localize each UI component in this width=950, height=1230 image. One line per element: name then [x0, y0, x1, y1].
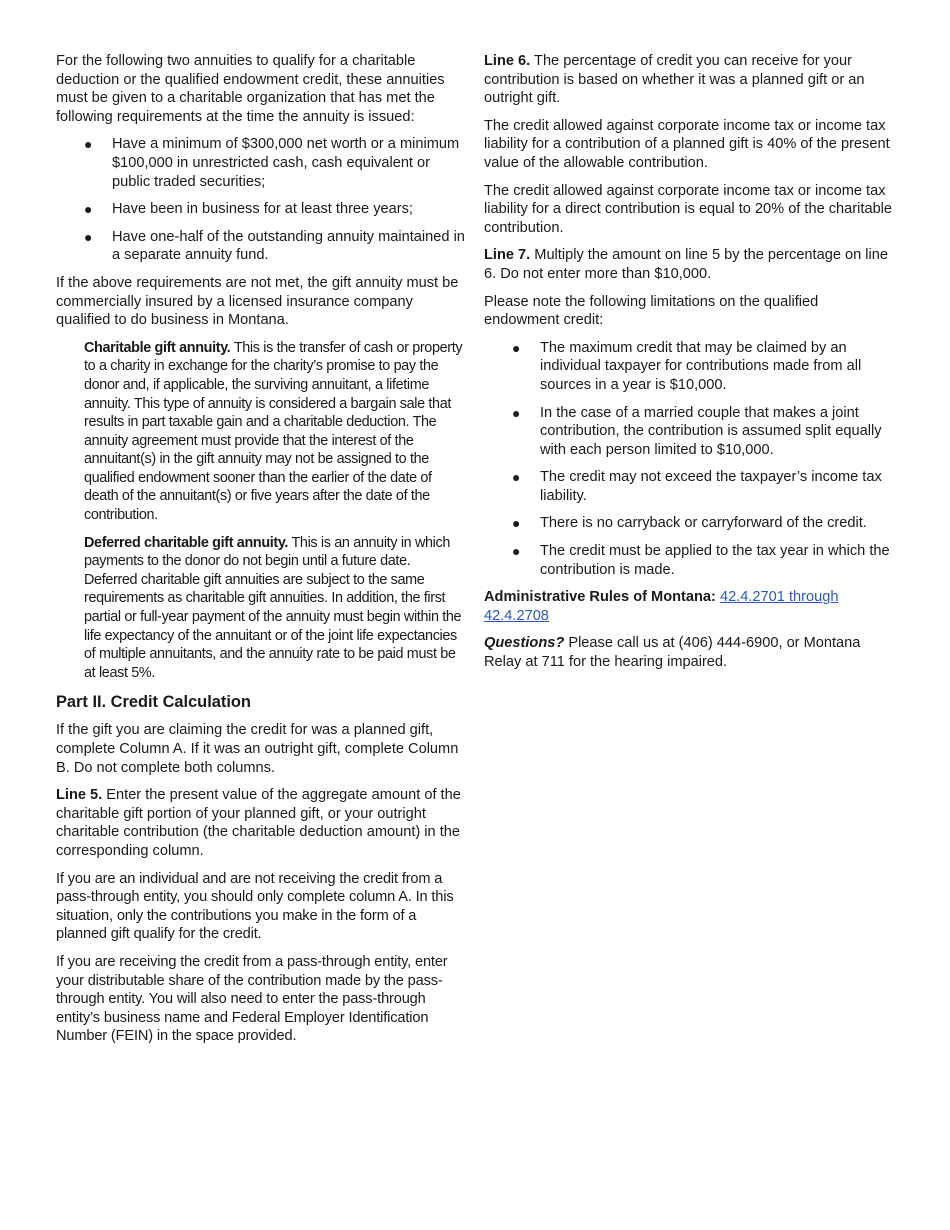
line6-instructions — [484, 52, 894, 108]
admin-rules-label: Administrative Rules of Montana: — [484, 589, 716, 606]
line7-term: Line 7. — [484, 247, 531, 264]
annuity-intro: For the following two annuities to qualify for a charitable deduction or the qualified endowment credit, these annuities must be given to a charitable organization that has met the following requirements at the time the annuity is issued: — [56, 53, 445, 125]
bullet-icon: ● — [512, 515, 521, 532]
list-item: ● The maximum credit that may be claimed by an individual taxpayer for contributions made from all sources in a year is $10,000. — [512, 339, 862, 393]
left-column — [56, 52, 466, 1055]
individual-note: If you are an individual and are not receiving the credit from a pass-through entity, you should only complete column A. In this situation, only the contributions you make in the form of a planned gift qualify for the credit. — [56, 870, 454, 943]
line5-instructions — [56, 786, 466, 860]
list-item: ● Have been in business for at least three years; — [84, 201, 413, 218]
admin-rules-link[interactable]: 42.4.2701 through 42.4.2708 — [484, 589, 839, 624]
passthrough-note: If you are receiving the credit from a pass-through entity, enter your distributable share of the contribution made by the pass-through entity. You will also need to enter the pass-through entity’s business name and Federal Employer Identification Number (FEIN) in the space provided. — [56, 953, 448, 1045]
requirements-list — [56, 135, 466, 265]
direct-credit-note: The credit allowed against corporate income tax or income tax liability for a direct contribution is equal to 20% of the charitable contribution. — [484, 182, 893, 236]
list-item: ● The credit must be applied to the tax year in which the contribution is made. — [512, 543, 890, 578]
questions-contact — [484, 634, 894, 671]
bullet-icon: ● — [84, 201, 93, 218]
list-item: ● There is no carryback or carryforward of the credit. — [512, 515, 867, 532]
list-item: ● The credit may not exceed the taxpayer’s income tax liability. — [512, 469, 882, 504]
line6-term: Line 6. — [484, 53, 531, 69]
charitable-gift-text: This is the transfer of cash or property to a charity in exchange for the charity’s promise to pay the donor and, if applicable, the surviving annuitant, a lifetime annuity. This type of annuity is considered a bargain sale that results in part taxable gain and a charitable deduction. The annuity agreement must provide that the interest of the annuitant(s) in the gift annuity may not be assigned to the qualified endowment sooner than the earlier of the date of death of the annuitant(s) or five years after the date of the contribution. — [84, 339, 463, 524]
charitable-gift-term: Charitable gift annuity. — [84, 339, 231, 356]
bullet-icon: ● — [512, 543, 521, 560]
insured-note: If the above requirements are not met, the gift annuity must be commercially insured by a licensed insurance company qualified to do business in Montana. — [56, 274, 459, 329]
admin-rules — [484, 588, 894, 625]
list-item: ● Have a minimum of $300,000 net worth or a minimum $100,000 in unrestricted cash, cash equivalent or public traded securities; — [84, 136, 460, 190]
bullet-icon: ● — [84, 228, 93, 245]
right-column — [484, 52, 894, 681]
bullet-icon: ● — [512, 339, 521, 356]
line7-instructions — [484, 246, 894, 283]
line7-text: Multiply the amount on line 5 by the percentage on line 6. Do not enter more than $10,000. — [484, 247, 889, 282]
line5-term: Line 5. — [56, 787, 103, 804]
deferred-gift-text: This is an annuity in which payments to the donor do not begin until a future date. Deferred charitable gift annuities are subject to the same requirements as charitable gift annuities. In addition, the first partial or full-year payment of the annuity must begin within the life expectancy of the annuitant or of the joint life expectancies of multiple annuitants, and the annuity rate to be paid must be at least 5%. — [84, 534, 462, 681]
part2-heading: Part II. Credit Calculation — [56, 693, 251, 712]
deferred-gift-annuity — [84, 534, 466, 683]
line5-text: Enter the present value of the aggregate amount of the charitable gift portion of your planned gift, or your outright charitable contribution (the charitable deduction amount) in the corresponding column. — [56, 787, 461, 859]
limitations-list — [484, 339, 894, 580]
limitations-intro: Please note the following limitations on the qualified endowment credit: — [484, 293, 819, 329]
questions-label: Questions? — [484, 635, 565, 652]
part2-intro: If the gift you are claiming the credit for was a planned gift, complete Column A. If it was an outright gift, complete Column B. Do not complete both columns. — [56, 722, 459, 776]
deferred-gift-term: Deferred charitable gift annuity. — [84, 534, 289, 551]
list-item: ● Have one-half of the outstanding annuity maintained in a separate annuity fund. — [84, 228, 465, 264]
list-item: ● In the case of a married couple that makes a joint contribution, the contribution is assumed split equally with each person limited to $10,000. — [512, 404, 882, 458]
bullet-icon: ● — [512, 469, 521, 486]
bullet-icon: ● — [512, 404, 521, 421]
planned-credit-note: The credit allowed against corporate income tax or income tax liability for a contribution of a planned gift is 40% of the present value of the allowable contribution. — [484, 117, 890, 171]
questions-text: Please call us at (406) 444-6900, or Montana Relay at 711 for the hearing impaired. — [484, 635, 861, 671]
charitable-gift-annuity — [84, 339, 466, 525]
line6-text: The percentage of credit you can receive for your contribution is based on whether it was a planned gift or an outright gift. — [484, 53, 865, 107]
bullet-icon: ● — [84, 136, 93, 153]
